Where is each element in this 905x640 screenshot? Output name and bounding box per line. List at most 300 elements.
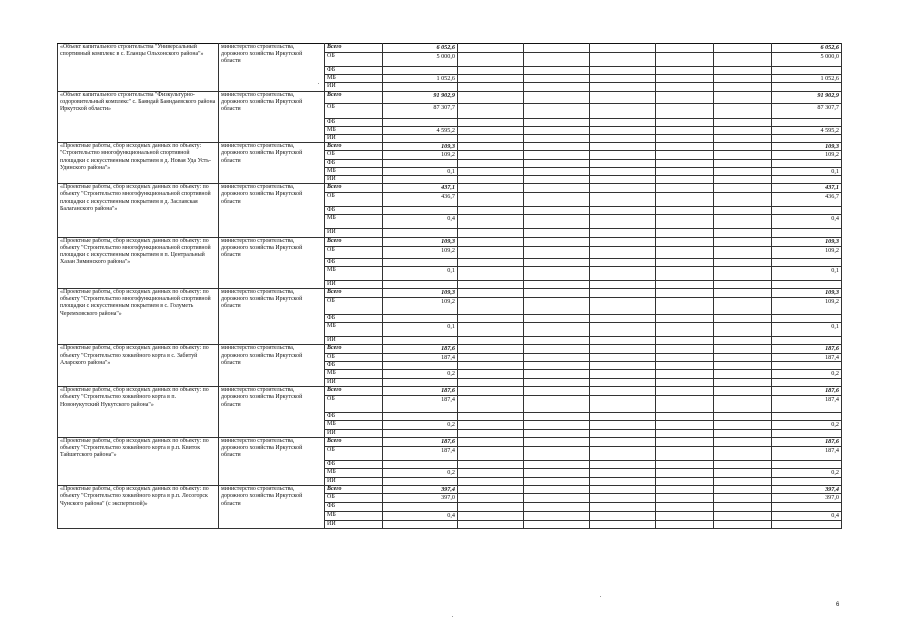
- year-amount-cell: [714, 486, 772, 494]
- year-amount-cell: [524, 413, 590, 421]
- total-amount-cell: [772, 520, 842, 528]
- year-amount-cell: [656, 503, 714, 511]
- year-amount-cell: [458, 126, 524, 134]
- year-amount-cell: [458, 361, 524, 369]
- year-amount-cell: [656, 370, 714, 379]
- year-amount-cell: [524, 237, 590, 246]
- year-amount-cell: [524, 118, 590, 126]
- measure-name-cell: «Проектные работы, сбор исходных данных по объекту: по объекту "Строительство многофункциональной спортивной площадки с искусственным покрытием в п. Центральный Хазан Зиминского района"»: [58, 237, 219, 288]
- year-amount-cell: [656, 193, 714, 207]
- year-amount-cell: [458, 315, 524, 323]
- amount-cell: 109,3: [383, 289, 458, 298]
- year-amount-cell: [656, 167, 714, 175]
- year-amount-cell: [524, 143, 590, 151]
- amount-cell: 0,2: [383, 469, 458, 478]
- year-amount-cell: [590, 103, 656, 118]
- year-amount-cell: [524, 437, 590, 446]
- year-amount-cell: [714, 387, 772, 396]
- funding-source-cell: ФБ: [325, 258, 383, 266]
- amount-cell: [383, 258, 458, 266]
- year-amount-cell: [590, 258, 656, 266]
- year-amount-cell: [590, 437, 656, 446]
- funding-source-cell: ОБ: [325, 53, 383, 67]
- funding-source-cell: ОБ: [325, 246, 383, 258]
- year-amount-cell: [590, 75, 656, 83]
- year-amount-cell: [458, 345, 524, 353]
- table-row: [58, 289, 842, 298]
- year-amount-cell: [458, 44, 524, 53]
- year-amount-cell: [590, 511, 656, 520]
- year-amount-cell: [656, 421, 714, 429]
- year-amount-cell: [656, 361, 714, 369]
- year-amount-cell: [524, 266, 590, 280]
- budget-table: [57, 43, 842, 529]
- funding-source-cell: МБ: [325, 469, 383, 478]
- year-amount-cell: [590, 151, 656, 159]
- year-amount-cell: [714, 167, 772, 175]
- funding-source-cell: ИИ: [325, 478, 383, 486]
- amount-cell: [383, 315, 458, 323]
- total-amount-cell: 187,6: [772, 345, 842, 353]
- year-amount-cell: [714, 289, 772, 298]
- year-amount-cell: [458, 379, 524, 387]
- year-amount-cell: [656, 353, 714, 361]
- year-amount-cell: [458, 469, 524, 478]
- year-amount-cell: [714, 437, 772, 446]
- total-amount-cell: [772, 460, 842, 468]
- funding-source-cell: ОБ: [325, 494, 383, 503]
- year-amount-cell: [590, 44, 656, 53]
- year-amount-cell: [524, 486, 590, 494]
- year-amount-cell: [656, 184, 714, 193]
- year-amount-cell: [590, 446, 656, 460]
- year-amount-cell: [590, 429, 656, 437]
- year-amount-cell: [714, 298, 772, 315]
- year-amount-cell: [656, 229, 714, 237]
- year-amount-cell: [590, 193, 656, 207]
- total-amount-cell: [772, 315, 842, 323]
- total-amount-cell: 109,3: [772, 143, 842, 151]
- year-amount-cell: [458, 176, 524, 184]
- year-amount-cell: [714, 421, 772, 429]
- year-amount-cell: [524, 53, 590, 67]
- amount-cell: 0,1: [383, 266, 458, 280]
- year-amount-cell: [656, 91, 714, 103]
- year-amount-cell: [458, 207, 524, 215]
- amount-cell: 0,2: [383, 370, 458, 379]
- year-amount-cell: [590, 229, 656, 237]
- year-amount-cell: [458, 83, 524, 91]
- funding-source-cell: ФБ: [325, 159, 383, 167]
- year-amount-cell: [458, 159, 524, 167]
- funding-source-cell: МБ: [325, 370, 383, 379]
- year-amount-cell: [656, 429, 714, 437]
- year-amount-cell: [656, 176, 714, 184]
- year-amount-cell: [590, 207, 656, 215]
- amount-cell: 87 307,7: [383, 103, 458, 118]
- year-amount-cell: [714, 315, 772, 323]
- amount-cell: 1 052,6: [383, 75, 458, 83]
- total-amount-cell: 4 595,2: [772, 126, 842, 134]
- funding-source-cell: ОБ: [325, 103, 383, 118]
- measure-name-cell: «Проектные работы, сбор исходных данных по объекту: по объекту "Строительство многофункциональной спортивной площадки с искусственным покрытием в с. Голуметь Черемховского района"»: [58, 289, 219, 345]
- year-amount-cell: [524, 91, 590, 103]
- funding-source-cell: Всего: [325, 143, 383, 151]
- table-row: [58, 184, 842, 193]
- amount-cell: [383, 460, 458, 468]
- funding-source-cell: МБ: [325, 126, 383, 134]
- table-row: [58, 44, 842, 53]
- amount-cell: [383, 176, 458, 184]
- year-amount-cell: [524, 298, 590, 315]
- amount-cell: [383, 520, 458, 528]
- executor-cell: министерство строительства, дорожного хозяйства Иркутской области: [219, 143, 325, 184]
- year-amount-cell: [656, 379, 714, 387]
- amount-cell: 397,4: [383, 486, 458, 494]
- year-amount-cell: [590, 421, 656, 429]
- year-amount-cell: [458, 67, 524, 75]
- year-amount-cell: [458, 486, 524, 494]
- year-amount-cell: [714, 460, 772, 468]
- year-amount-cell: [458, 396, 524, 413]
- year-amount-cell: [458, 266, 524, 280]
- total-amount-cell: 0,1: [772, 167, 842, 175]
- year-amount-cell: [656, 478, 714, 486]
- amount-cell: [383, 379, 458, 387]
- year-amount-cell: [656, 298, 714, 315]
- amount-cell: [383, 429, 458, 437]
- year-amount-cell: [590, 135, 656, 143]
- year-amount-cell: [714, 246, 772, 258]
- table-row: [58, 237, 842, 246]
- year-amount-cell: [524, 396, 590, 413]
- year-amount-cell: [524, 176, 590, 184]
- table-row: [58, 91, 842, 103]
- year-amount-cell: [524, 361, 590, 369]
- year-amount-cell: [590, 361, 656, 369]
- year-amount-cell: [524, 469, 590, 478]
- amount-cell: [383, 67, 458, 75]
- measure-name-cell: «Проектные работы, сбор исходных данных по объекту: по объекту "Строительство хоккейного корта в с. Забитуй Аларского района"»: [58, 345, 219, 387]
- year-amount-cell: [714, 135, 772, 143]
- total-amount-cell: [772, 159, 842, 167]
- year-amount-cell: [714, 215, 772, 229]
- year-amount-cell: [524, 345, 590, 353]
- funding-source-cell: ИИ: [325, 337, 383, 345]
- year-amount-cell: [458, 421, 524, 429]
- table-row: [58, 387, 842, 396]
- amount-cell: [383, 159, 458, 167]
- funding-source-cell: ИИ: [325, 429, 383, 437]
- scan-speck: [452, 616, 453, 617]
- year-amount-cell: [590, 353, 656, 361]
- year-amount-cell: [656, 460, 714, 468]
- year-amount-cell: [714, 370, 772, 379]
- funding-source-cell: Всего: [325, 237, 383, 246]
- measure-name-cell: «Проектные работы, сбор исходных данных по объекту: "Строительство многофункциональной спортивной площадки с искусственным покрытием в д. Новая Уда Усть-Удинского района"»: [58, 143, 219, 184]
- year-amount-cell: [656, 151, 714, 159]
- total-amount-cell: [772, 135, 842, 143]
- total-amount-cell: 5 000,0: [772, 53, 842, 67]
- amount-cell: [383, 503, 458, 511]
- year-amount-cell: [714, 396, 772, 413]
- year-amount-cell: [458, 494, 524, 503]
- amount-cell: 436,7: [383, 193, 458, 207]
- funding-source-cell: Всего: [325, 289, 383, 298]
- amount-cell: 187,6: [383, 345, 458, 353]
- funding-source-cell: МБ: [325, 323, 383, 337]
- year-amount-cell: [458, 118, 524, 126]
- total-amount-cell: [772, 379, 842, 387]
- year-amount-cell: [714, 345, 772, 353]
- year-amount-cell: [524, 193, 590, 207]
- total-amount-cell: [772, 229, 842, 237]
- year-amount-cell: [524, 289, 590, 298]
- funding-source-cell: ФБ: [325, 460, 383, 468]
- year-amount-cell: [524, 315, 590, 323]
- year-amount-cell: [656, 315, 714, 323]
- year-amount-cell: [590, 67, 656, 75]
- funding-source-cell: Всего: [325, 387, 383, 396]
- funding-source-cell: ФБ: [325, 207, 383, 215]
- year-amount-cell: [458, 184, 524, 193]
- amount-cell: [383, 413, 458, 421]
- year-amount-cell: [714, 494, 772, 503]
- total-amount-cell: [772, 207, 842, 215]
- funding-source-cell: ФБ: [325, 315, 383, 323]
- year-amount-cell: [714, 446, 772, 460]
- executor-cell: министерство строительства, дорожного хозяйства Иркутской области: [219, 345, 325, 387]
- funding-source-cell: Всего: [325, 44, 383, 53]
- funding-source-cell: ОБ: [325, 446, 383, 460]
- executor-cell: министерство строительства, дорожного хозяйства Иркутской области: [219, 387, 325, 438]
- year-amount-cell: [458, 387, 524, 396]
- year-amount-cell: [656, 289, 714, 298]
- year-amount-cell: [656, 237, 714, 246]
- table-row: [58, 437, 842, 446]
- year-amount-cell: [524, 126, 590, 134]
- year-amount-cell: [590, 478, 656, 486]
- year-amount-cell: [714, 478, 772, 486]
- year-amount-cell: [656, 143, 714, 151]
- funding-source-cell: МБ: [325, 266, 383, 280]
- year-amount-cell: [714, 151, 772, 159]
- measure-name-cell: «Проектные работы, сбор исходных данных по объекту: по объекту "Строительство хоккейного корта в р.п. Квиток Тайшетского района"»: [58, 437, 219, 485]
- total-amount-cell: 91 902,9: [772, 91, 842, 103]
- funding-source-cell: Всего: [325, 437, 383, 446]
- year-amount-cell: [590, 91, 656, 103]
- year-amount-cell: [524, 370, 590, 379]
- year-amount-cell: [458, 103, 524, 118]
- year-amount-cell: [590, 215, 656, 229]
- year-amount-cell: [590, 289, 656, 298]
- year-amount-cell: [714, 429, 772, 437]
- year-amount-cell: [458, 280, 524, 288]
- total-amount-cell: [772, 361, 842, 369]
- year-amount-cell: [524, 207, 590, 215]
- year-amount-cell: [714, 193, 772, 207]
- total-amount-cell: 436,7: [772, 193, 842, 207]
- funding-source-cell: ИИ: [325, 229, 383, 237]
- amount-cell: [383, 280, 458, 288]
- total-amount-cell: 187,6: [772, 437, 842, 446]
- year-amount-cell: [656, 345, 714, 353]
- year-amount-cell: [524, 337, 590, 345]
- funding-source-cell: ОБ: [325, 396, 383, 413]
- year-amount-cell: [458, 511, 524, 520]
- year-amount-cell: [590, 345, 656, 353]
- funding-source-cell: МБ: [325, 167, 383, 175]
- year-amount-cell: [590, 379, 656, 387]
- year-amount-cell: [714, 337, 772, 345]
- year-amount-cell: [656, 126, 714, 134]
- year-amount-cell: [524, 75, 590, 83]
- year-amount-cell: [458, 289, 524, 298]
- total-amount-cell: 109,3: [772, 289, 842, 298]
- year-amount-cell: [458, 143, 524, 151]
- funding-source-cell: ИИ: [325, 379, 383, 387]
- amount-cell: 397,0: [383, 494, 458, 503]
- total-amount-cell: [772, 83, 842, 91]
- total-amount-cell: 397,4: [772, 486, 842, 494]
- funding-source-cell: ОБ: [325, 353, 383, 361]
- funding-source-cell: ФБ: [325, 413, 383, 421]
- year-amount-cell: [714, 469, 772, 478]
- amount-cell: [383, 118, 458, 126]
- year-amount-cell: [458, 370, 524, 379]
- total-amount-cell: 187,4: [772, 446, 842, 460]
- year-amount-cell: [590, 486, 656, 494]
- table-row: [58, 143, 842, 151]
- year-amount-cell: [656, 486, 714, 494]
- year-amount-cell: [524, 151, 590, 159]
- amount-cell: [383, 229, 458, 237]
- funding-source-cell: Всего: [325, 486, 383, 494]
- year-amount-cell: [656, 135, 714, 143]
- measure-name-cell: «Проектные работы, сбор исходных данных по объекту: по объекту "Строительство многофункциональной спортивной площадки с искусственным покрытием в д. Заславская Балаганского района"»: [58, 184, 219, 237]
- funding-source-cell: ОБ: [325, 193, 383, 207]
- amount-cell: 0,2: [383, 421, 458, 429]
- year-amount-cell: [458, 53, 524, 67]
- total-amount-cell: 0,1: [772, 266, 842, 280]
- funding-source-cell: ФБ: [325, 503, 383, 511]
- funding-source-cell: ФБ: [325, 118, 383, 126]
- year-amount-cell: [524, 494, 590, 503]
- year-amount-cell: [524, 280, 590, 288]
- year-amount-cell: [656, 469, 714, 478]
- funding-source-cell: ИИ: [325, 135, 383, 143]
- year-amount-cell: [524, 167, 590, 175]
- executor-cell: министерство строительства, дорожного хозяйства Иркутской области: [219, 289, 325, 345]
- table-row: [58, 345, 842, 353]
- year-amount-cell: [590, 503, 656, 511]
- year-amount-cell: [524, 323, 590, 337]
- year-amount-cell: [458, 429, 524, 437]
- year-amount-cell: [458, 437, 524, 446]
- total-amount-cell: 6 052,6: [772, 44, 842, 53]
- year-amount-cell: [714, 237, 772, 246]
- year-amount-cell: [656, 437, 714, 446]
- year-amount-cell: [656, 520, 714, 528]
- year-amount-cell: [714, 511, 772, 520]
- year-amount-cell: [656, 446, 714, 460]
- year-amount-cell: [714, 83, 772, 91]
- total-amount-cell: 0,2: [772, 469, 842, 478]
- year-amount-cell: [714, 207, 772, 215]
- total-amount-cell: 187,6: [772, 387, 842, 396]
- year-amount-cell: [656, 207, 714, 215]
- year-amount-cell: [458, 91, 524, 103]
- funding-source-cell: МБ: [325, 421, 383, 429]
- year-amount-cell: [590, 315, 656, 323]
- year-amount-cell: [656, 266, 714, 280]
- total-amount-cell: [772, 258, 842, 266]
- year-amount-cell: [656, 396, 714, 413]
- year-amount-cell: [458, 215, 524, 229]
- funding-source-cell: ФБ: [325, 67, 383, 75]
- amount-cell: 187,6: [383, 387, 458, 396]
- year-amount-cell: [524, 503, 590, 511]
- year-amount-cell: [590, 176, 656, 184]
- year-amount-cell: [656, 103, 714, 118]
- total-amount-cell: 109,2: [772, 151, 842, 159]
- funding-source-cell: Всего: [325, 91, 383, 103]
- year-amount-cell: [524, 429, 590, 437]
- funding-source-cell: МБ: [325, 215, 383, 229]
- year-amount-cell: [458, 246, 524, 258]
- year-amount-cell: [524, 421, 590, 429]
- year-amount-cell: [656, 323, 714, 337]
- year-amount-cell: [590, 370, 656, 379]
- year-amount-cell: [458, 520, 524, 528]
- total-amount-cell: 109,2: [772, 298, 842, 315]
- document-sheet: [57, 43, 841, 529]
- year-amount-cell: [524, 215, 590, 229]
- year-amount-cell: [524, 379, 590, 387]
- year-amount-cell: [590, 413, 656, 421]
- year-amount-cell: [714, 118, 772, 126]
- total-amount-cell: [772, 280, 842, 288]
- amount-cell: [383, 361, 458, 369]
- year-amount-cell: [656, 337, 714, 345]
- amount-cell: [383, 478, 458, 486]
- year-amount-cell: [656, 53, 714, 67]
- year-amount-cell: [714, 67, 772, 75]
- year-amount-cell: [714, 379, 772, 387]
- amount-cell: 91 902,9: [383, 91, 458, 103]
- executor-cell: министерство строительства, дорожного хозяйства Иркутской области: [219, 486, 325, 529]
- funding-source-cell: Всего: [325, 345, 383, 353]
- year-amount-cell: [590, 298, 656, 315]
- year-amount-cell: [714, 91, 772, 103]
- amount-cell: 109,3: [383, 237, 458, 246]
- year-amount-cell: [714, 184, 772, 193]
- year-amount-cell: [590, 280, 656, 288]
- year-amount-cell: [714, 103, 772, 118]
- year-amount-cell: [524, 446, 590, 460]
- measure-name-cell: «Проектные работы, сбор исходных данных по объекту: по объекту "Строительство хоккейного корта в п. Новонукутский Нукутского района"»: [58, 387, 219, 438]
- year-amount-cell: [714, 280, 772, 288]
- year-amount-cell: [458, 353, 524, 361]
- year-amount-cell: [524, 353, 590, 361]
- year-amount-cell: [590, 520, 656, 528]
- amount-cell: 187,6: [383, 437, 458, 446]
- measure-name-cell: «Объект капитального строительства "Физкультурно-оздоровительный комплекс" с. Баяндай Баяндаевского района Иркутской области»: [58, 91, 219, 143]
- amount-cell: 109,2: [383, 298, 458, 315]
- executor-cell: министерство строительства, дорожного хозяйства Иркутской области: [219, 91, 325, 143]
- year-amount-cell: [524, 159, 590, 167]
- year-amount-cell: [714, 176, 772, 184]
